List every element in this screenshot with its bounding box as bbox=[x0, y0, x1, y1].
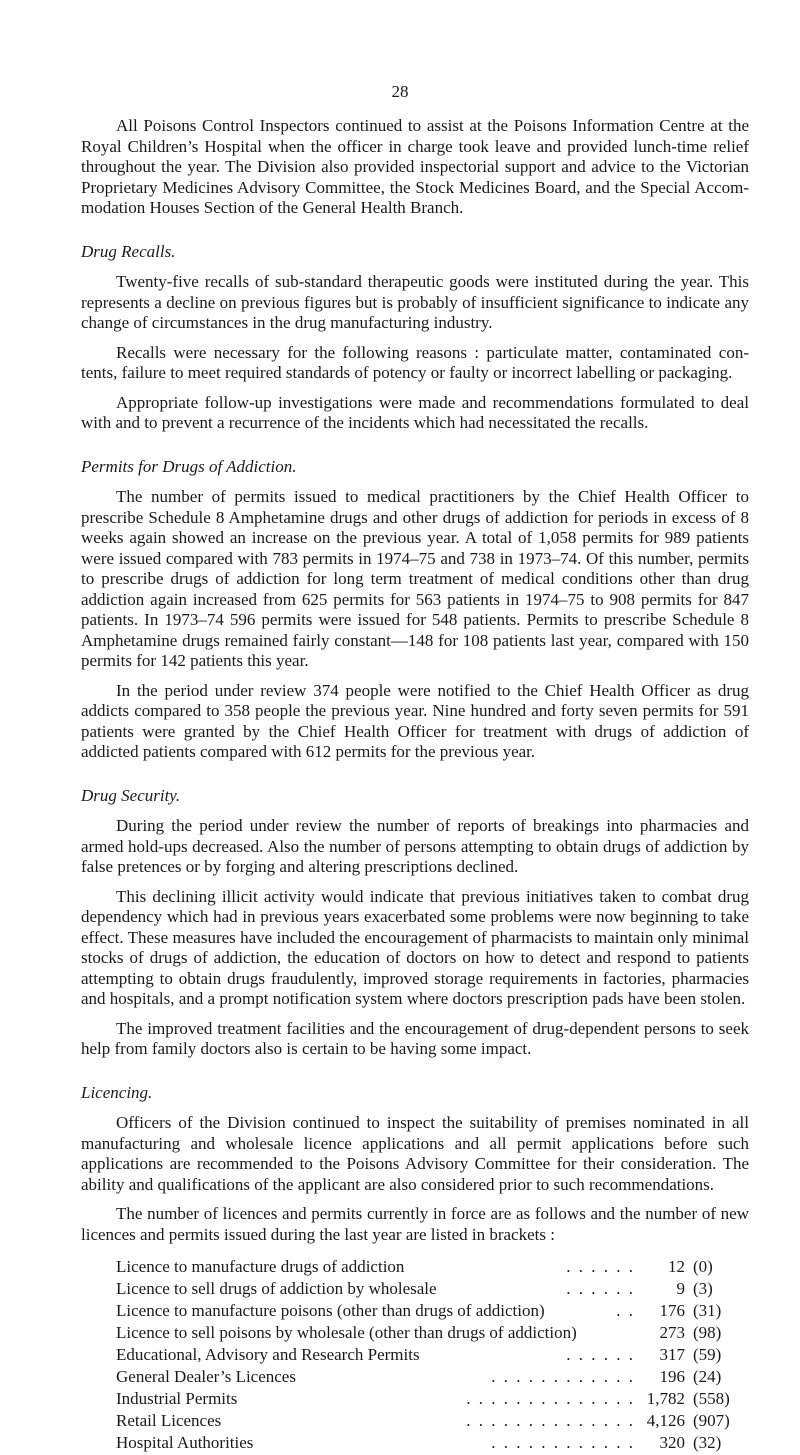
table-row bbox=[116, 1389, 749, 1411]
paragraph: The number of permits issued to medical practitioners by the Chief Health Officer to prescribe Schedule 8 Amphetamine drugs and other drugs of addiction for periods in excess of 8 weeks again showed an increase on the previous year. A total of 1,058 permits for 989 patients were issued compared with 783 permits in 1974–75 and 738 in 1973–74. Of this number, permits to prescribe drugs of addiction for long term treatment of medical conditions other than drug addiction again increased from 625 permits for 563 patients in 1974–75 to 908 permits for 847 patients. In 1973–74 596 permits were issued for 548 patients. Permits to prescribe Schedule 8 Amphetamine drugs remained fairly constant—148 for 108 patients last year, compared with 150 permits for 142 patients this year. bbox=[81, 487, 749, 670]
row-count: 176 bbox=[659, 1301, 685, 1320]
paragraph: During the period under review the number of reports of breakings into pharmacies and armed hold-ups decreased. Also the number of persons attempting to obtain drugs of addiction by false pretences or by forging and altering prescriptions declined. bbox=[81, 816, 749, 876]
intro-paragraph: All Poisons Control Inspectors continued to assist at the Poisons Information Centre at the Royal Children’s Hospital when the officer in charge took leave and provided lunch-time relief throughout the year. The Division also provided inspectorial support and advice to the Victorian Proprietary Medicines Advisory Committee, the Stock Medicines Board, and the Special Accom- modation Houses Section of the General Health Branch. bbox=[81, 116, 749, 217]
row-new: (558) bbox=[693, 1389, 730, 1408]
row-label: Licence to manufacture drugs of addiction bbox=[116, 1257, 405, 1276]
row-count: 273 bbox=[659, 1323, 685, 1342]
table-row bbox=[116, 1279, 749, 1301]
paragraph: The number of licences and permits currently in force are as follows and the number of new licences and permits issued during the last year are listed in brackets : bbox=[81, 1204, 749, 1244]
row-count: 4,126 bbox=[646, 1411, 685, 1430]
table-row bbox=[116, 1433, 749, 1455]
table-row bbox=[116, 1411, 749, 1433]
paragraph: Appropriate follow-up investigations were made and recommendations formulated to deal with and to prevent a recurrence of the incidents which had necessitated the recalls. bbox=[81, 392, 749, 432]
table-row bbox=[116, 1257, 749, 1279]
paragraph: Officers of the Division continued to inspect the suitability of premises nominated in all manufacturing and wholesale licence applications and all permit applications before such applications are recommended to the Poisons Advisory Committee for their consideration. The ability and qualifications of the applicant are also considered prior to such recommendations. bbox=[81, 1113, 749, 1194]
section-licencing bbox=[81, 1083, 749, 1246]
paragraph: Recalls were necessary for the following reasons : particulate matter, contaminated con- tents, failure to meet required standards of potency or faulty or incorrect labelling or packaging. bbox=[81, 342, 749, 382]
page-number: 28 bbox=[391, 82, 409, 101]
row-label: Industrial Permits bbox=[116, 1389, 238, 1408]
row-label: Licence to manufacture poisons (other than drugs of addiction) bbox=[116, 1301, 545, 1320]
row-count: 196 bbox=[659, 1367, 685, 1386]
leader-dots: . . . . . . bbox=[566, 1345, 635, 1364]
row-count: 9 bbox=[676, 1279, 685, 1298]
table-row bbox=[116, 1301, 749, 1323]
row-label: General Dealer’s Licences bbox=[116, 1367, 296, 1386]
section-heading: Drug Security. bbox=[81, 785, 181, 805]
row-label: Licence to sell poisons by wholesale (other than drugs of addiction) bbox=[116, 1323, 577, 1342]
row-new: (907) bbox=[693, 1411, 730, 1430]
paragraph: This declining illicit activity would indicate that previous initiatives taken to combat drug dependency which had in previous years exacerbated some problems were now beginning to take effect. These measures have included the encouragement of pharmacists to maintain only minimal stocks of drugs of addiction, the education of doctors on how to detect and respond to patients attempting to obtain drugs fraudulently, improved storage requirements in factories, pharmacies and hospitals, and a prompt notification system where doctors prescription pads have been stolen. bbox=[81, 886, 749, 1008]
row-label: Retail Licences bbox=[116, 1411, 222, 1430]
leader-dots: . . . . . . . . . . . . bbox=[491, 1367, 635, 1386]
section-heading: Permits for Drugs of Addiction. bbox=[81, 456, 297, 476]
leader-dots: . . . . . . bbox=[566, 1257, 635, 1276]
document-body bbox=[81, 116, 749, 1455]
row-new: (3) bbox=[693, 1279, 713, 1298]
row-count: 320 bbox=[659, 1433, 685, 1452]
row-new: (98) bbox=[693, 1323, 722, 1342]
leader-dots: . . . . . . . . . . . . . . bbox=[466, 1411, 635, 1430]
leader-dots: . . . . . . . . . . . . bbox=[491, 1433, 635, 1452]
row-new: (24) bbox=[693, 1367, 722, 1386]
row-count: 12 bbox=[668, 1257, 685, 1276]
row-label: Educational, Advisory and Research Permits bbox=[116, 1345, 420, 1364]
table-row bbox=[116, 1323, 749, 1345]
row-new: (0) bbox=[693, 1257, 713, 1276]
paragraph: In the period under review 374 people were notified to the Chief Health Officer as drug addicts compared to 358 people the previous year. Nine hundred and forty seven permits for 591 patients were granted by the Chief Health Officer for treatment with drugs of addiction of addicted patients compared with 612 permits for the previous year. bbox=[81, 680, 749, 761]
row-count: 1,782 bbox=[646, 1389, 685, 1408]
leader-dots: . . . . . . . . . . . . . . bbox=[466, 1389, 635, 1408]
row-new: (32) bbox=[693, 1433, 722, 1452]
section-heading: Licencing. bbox=[81, 1082, 153, 1102]
paragraph: Twenty-five recalls of sub-standard therapeutic goods were instituted during the year. This represents a decline on previous figures but is probably of insufficient significance to indicate any change of circumstances in the drug manufacturing industry. bbox=[81, 272, 749, 332]
leader-dots: . . bbox=[616, 1301, 635, 1320]
row-new: (31) bbox=[693, 1301, 722, 1320]
table-row bbox=[116, 1345, 749, 1367]
table-row bbox=[116, 1367, 749, 1389]
row-count: 317 bbox=[659, 1345, 685, 1364]
paragraph: The improved treatment facilities and the encouragement of drug-dependent persons to seek help from family doctors also is certain to be having some impact. bbox=[81, 1018, 749, 1058]
section-permits bbox=[81, 457, 749, 763]
section-drug-recalls bbox=[81, 242, 749, 434]
section-heading: Drug Recalls. bbox=[81, 241, 176, 261]
leader-dots: . . . . . . bbox=[566, 1279, 635, 1298]
row-new: (59) bbox=[693, 1345, 722, 1364]
licence-table bbox=[116, 1257, 749, 1455]
row-label: Licence to sell drugs of addiction by wholesale bbox=[116, 1279, 437, 1298]
row-label: Hospital Authorities bbox=[116, 1433, 254, 1452]
section-drug-security bbox=[81, 786, 749, 1060]
